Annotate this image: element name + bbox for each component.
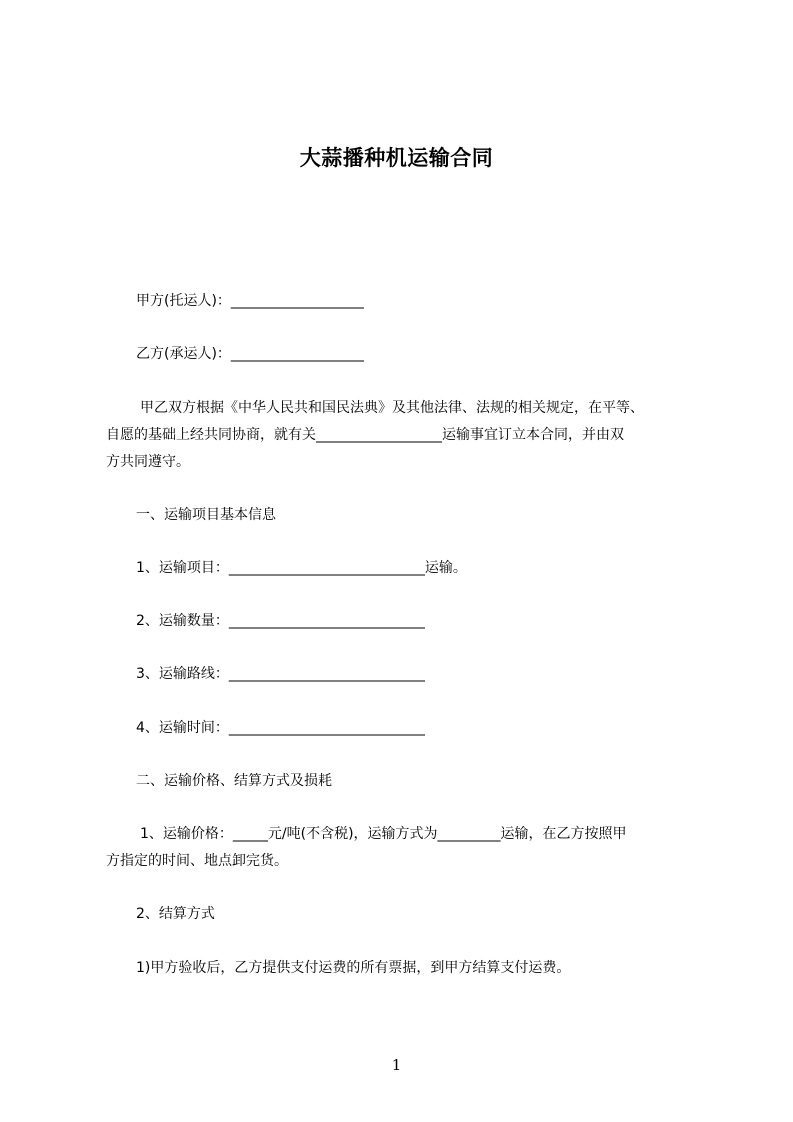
- section-1-heading: 一、运输项目基本信息: [136, 507, 276, 523]
- settlement-heading: 2、结算方式: [136, 906, 215, 922]
- section-2-heading: 二、运输价格、结算方式及损耗: [136, 773, 332, 789]
- document-title: 大蒜播种机运输合同: [299, 146, 494, 170]
- intro-paragraph-line-1: 甲乙双方根据《中华人民共和国民法典》及其他法律、法规的相关规定，在平等、: [140, 400, 644, 416]
- price-paragraph-line-2: 方指定的时间、地点卸完货。: [106, 853, 288, 869]
- party-a-line: 甲方(托运人)：___________________: [136, 293, 364, 309]
- item-transport-quantity: 2、运输数量：____________________________: [136, 613, 425, 629]
- item-transport-project: 1、运输项目：____________________________运输。: [136, 560, 467, 576]
- item-transport-time: 4、运输时间：____________________________: [136, 720, 425, 736]
- item-transport-route: 3、运输路线：____________________________: [136, 666, 425, 682]
- party-b-line: 乙方(承运人)：___________________: [136, 346, 364, 362]
- intro-paragraph-line-2: 自愿的基础上经共同协商，就有关__________________运输事宜订立本合同，并由双: [106, 427, 624, 443]
- price-paragraph-line-1: 1、运输价格：_____元/吨(不含税)，运输方式为_________运输，在乙方按照甲: [140, 826, 627, 842]
- intro-paragraph-line-3: 方共同遵守。: [106, 454, 190, 470]
- settlement-item-1: 1)甲方验收后，乙方提供支付运费的所有票据，到甲方结算支付运费。: [136, 960, 571, 976]
- page-number: 1: [391, 1056, 402, 1074]
